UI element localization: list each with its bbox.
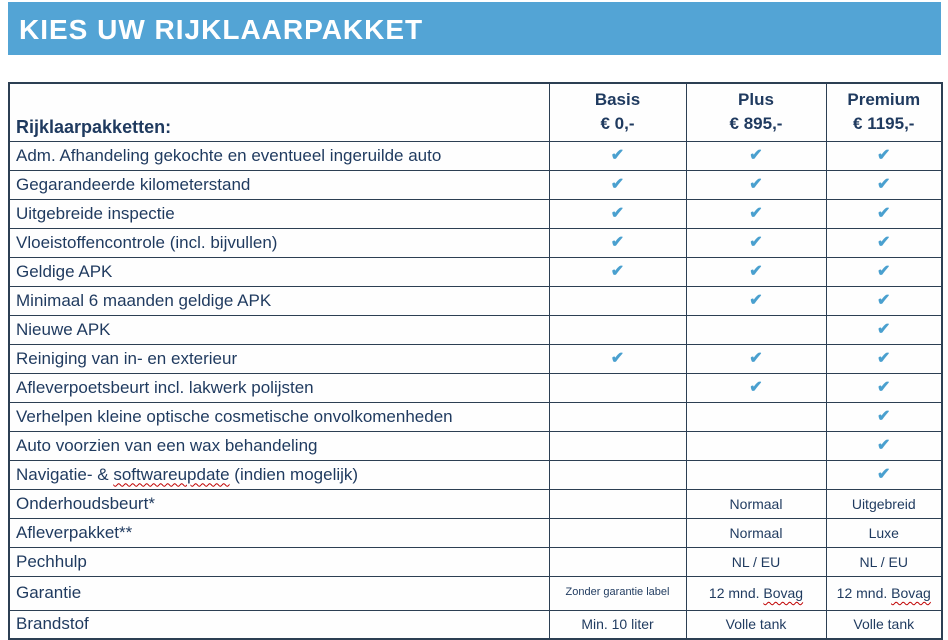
feature-label: Uitgebreide inspectie: [9, 199, 549, 228]
plus-cell: [686, 547, 826, 576]
table-row: [9, 199, 942, 228]
premium-cell: [826, 518, 942, 547]
check-icon: ✔: [877, 234, 891, 251]
table-row: [9, 141, 942, 170]
premium-cell: [826, 170, 942, 199]
table-row: [9, 576, 942, 610]
feature-label: Auto voorzien van een wax behandeling: [9, 431, 549, 460]
feature-label: Brandstof: [9, 610, 549, 639]
premium-cell: [826, 344, 942, 373]
plus-cell: [686, 228, 826, 257]
basis-cell: [549, 344, 686, 373]
basis-cell: [549, 286, 686, 315]
basis-cell: [549, 431, 686, 460]
feature-label: Onderhoudsbeurt*: [9, 489, 549, 518]
table-row: [9, 460, 942, 489]
table-row: [9, 489, 942, 518]
check-icon: ✔: [749, 234, 763, 251]
table-row: [9, 286, 942, 315]
feature-label: Minimaal 6 maanden geldige APK: [9, 286, 549, 315]
basis-cell: [549, 228, 686, 257]
check-icon: ✔: [749, 263, 763, 280]
table-row: [9, 228, 942, 257]
premium-cell: [826, 199, 942, 228]
package-comparison-table: [8, 82, 943, 640]
check-icon: ✔: [877, 263, 891, 280]
table-row: [9, 547, 942, 576]
basis-cell: [549, 373, 686, 402]
cell-text: 12 mnd.: [836, 585, 892, 601]
cell-text: Zonder garantie label: [565, 586, 670, 599]
plus-cell: [686, 576, 826, 610]
check-icon: ✔: [877, 437, 891, 454]
plus-cell: [686, 460, 826, 489]
basis-cell: [549, 315, 686, 344]
check-icon: ✔: [749, 147, 763, 164]
page-title-banner: [8, 2, 941, 55]
premium-cell: [826, 576, 942, 610]
check-icon: ✔: [877, 466, 891, 483]
package-price: € 0,-: [600, 114, 635, 134]
check-icon: ✔: [610, 205, 625, 222]
feature-label: Gegarandeerde kilometerstand: [9, 170, 549, 199]
feature-label: Afleverpoetsbeurt incl. lakwerk polijsten: [9, 373, 549, 402]
table-row: [9, 170, 942, 199]
premium-cell: [826, 489, 942, 518]
package-name: Plus: [738, 89, 774, 109]
cell-text: Normaal: [729, 495, 783, 512]
feature-label: Geldige APK: [9, 257, 549, 286]
check-icon: ✔: [877, 379, 891, 396]
feature-label: Afleverpakket**: [9, 518, 549, 547]
feature-label: [9, 460, 549, 489]
label-text: Navigatie- &: [16, 464, 114, 484]
check-icon: ✔: [610, 263, 625, 280]
cell-text: NL / EU: [731, 553, 781, 570]
cell-text: Normaal: [729, 524, 783, 541]
check-icon: ✔: [610, 350, 625, 367]
check-icon: ✔: [610, 147, 625, 164]
check-icon: ✔: [749, 379, 763, 396]
plus-cell: [686, 610, 826, 639]
table-row: [9, 402, 942, 431]
misspelled-word: softwareupdate: [113, 464, 230, 484]
basis-cell: [549, 460, 686, 489]
premium-cell: [826, 315, 942, 344]
table-header-row: [9, 83, 942, 141]
feature-label: Reiniging van in- en exterieur: [9, 344, 549, 373]
premium-cell: [826, 257, 942, 286]
page-title: KIES UW RIJKLAARPAKKET: [19, 14, 424, 45]
table-row: [9, 344, 942, 373]
check-icon: ✔: [610, 176, 625, 193]
check-icon: ✔: [749, 176, 763, 193]
plus-cell: [686, 518, 826, 547]
basis-cell: [549, 199, 686, 228]
column-header-premium: [826, 83, 942, 141]
plus-cell: [686, 170, 826, 199]
column-header-plus: [686, 83, 826, 141]
premium-cell: [826, 547, 942, 576]
corner-header: Rijklaarpakketten:: [9, 83, 549, 141]
table-row: [9, 610, 942, 639]
misspelled-word: Bovag: [891, 585, 931, 601]
check-icon: ✔: [610, 234, 625, 251]
check-icon: ✔: [749, 350, 763, 367]
column-header-basis: [549, 83, 686, 141]
table-row: [9, 257, 942, 286]
premium-cell: [826, 373, 942, 402]
check-icon: ✔: [877, 176, 891, 193]
label-text: (indien mogelijk): [229, 464, 359, 484]
basis-cell: [549, 170, 686, 199]
feature-label: Verhelpen kleine optische cosmetische onvolkomenheden: [9, 402, 549, 431]
premium-cell: [826, 402, 942, 431]
basis-cell: [549, 576, 686, 610]
check-icon: ✔: [877, 408, 891, 425]
check-icon: ✔: [877, 292, 891, 309]
premium-cell: [826, 286, 942, 315]
basis-cell: [549, 547, 686, 576]
plus-cell: [686, 257, 826, 286]
cell-text: 12 mnd.: [708, 585, 764, 601]
check-icon: ✔: [749, 205, 763, 222]
plus-cell: [686, 315, 826, 344]
cell-text: NL / EU: [859, 553, 908, 570]
cell-text: Volle tank: [725, 616, 787, 633]
basis-cell: [549, 610, 686, 639]
feature-label: Adm. Afhandeling gekochte en eventueel ingeruilde auto: [9, 141, 549, 170]
check-icon: ✔: [877, 205, 891, 222]
package-name: Basis: [594, 89, 641, 109]
package-price: € 1195,-: [853, 114, 915, 134]
premium-cell: [826, 228, 942, 257]
plus-cell: [686, 402, 826, 431]
check-icon: ✔: [877, 350, 891, 367]
feature-label: Nieuwe APK: [9, 315, 549, 344]
table-row: [9, 315, 942, 344]
feature-label: Pechhulp: [9, 547, 549, 576]
plus-cell: [686, 199, 826, 228]
plus-cell: [686, 373, 826, 402]
misspelled-word: Bovag: [763, 585, 804, 601]
feature-label: Vloeistoffencontrole (incl. bijvullen): [9, 228, 549, 257]
basis-cell: [549, 141, 686, 170]
cell-text: Min. 10 liter: [581, 616, 654, 633]
check-icon: ✔: [877, 321, 891, 338]
table-row: [9, 431, 942, 460]
plus-cell: [686, 489, 826, 518]
plus-cell: [686, 286, 826, 315]
plus-cell: [686, 141, 826, 170]
plus-cell: [686, 431, 826, 460]
plus-cell: [686, 344, 826, 373]
check-icon: ✔: [877, 147, 891, 164]
table-row: [9, 518, 942, 547]
cell-text: Volle tank: [853, 616, 915, 633]
premium-cell: [826, 141, 942, 170]
premium-cell: [826, 610, 942, 639]
cell-text: Uitgebreid: [851, 495, 916, 512]
basis-cell: [549, 257, 686, 286]
cell-text: Luxe: [868, 524, 899, 541]
package-name: Premium: [847, 89, 921, 109]
basis-cell: [549, 489, 686, 518]
premium-cell: [826, 431, 942, 460]
package-price: € 895,-: [729, 114, 783, 134]
check-icon: ✔: [749, 292, 763, 309]
basis-cell: [549, 518, 686, 547]
premium-cell: [826, 460, 942, 489]
table-row: [9, 373, 942, 402]
basis-cell: [549, 402, 686, 431]
feature-label: Garantie: [9, 576, 549, 610]
